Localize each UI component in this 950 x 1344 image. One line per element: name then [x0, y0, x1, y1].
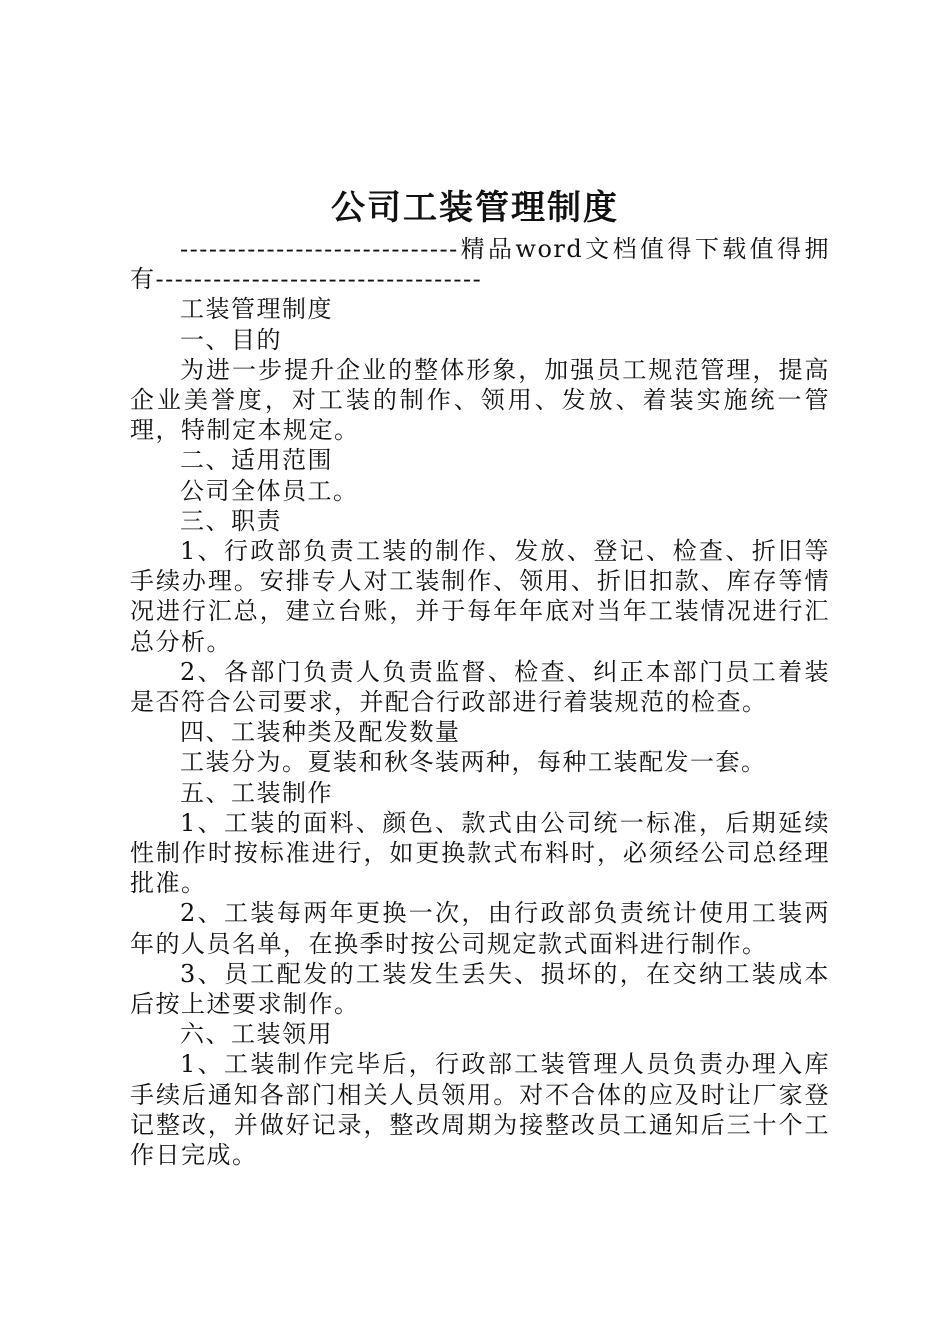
paragraph-production-1: 1、工装的面料、颜色、款式由公司统一标准，后期延续性制作时按标准进行，如更换款式布料时，必须经公司总经理批准。 — [130, 808, 830, 898]
section-heading-scope: 二、适用范围 — [180, 446, 333, 475]
paragraph-production-3: 3、员工配发的工装发生丢失、损坏的，在交纳工装成本后按上述要求制作。 — [130, 959, 830, 1019]
paragraph-types: 工装分为。夏装和秋冬装两种，每种工装配发一套。 — [180, 748, 767, 777]
section-heading-collection: 六、工装领用 — [180, 1020, 333, 1049]
document-body — [130, 234, 830, 1170]
paragraph-duty-1: 1、行政部负责工装的制作、发放、登记、检查、折旧等手续办理。安排专人对工装制作、领用、折旧扣款、库存等情况进行汇总，建立台账，并于每年年底对当年工装情况进行汇总分析。 — [130, 537, 830, 656]
paragraph-collection-1: 1、工装制作完毕后，行政部工装管理人员负责办理入库手续后通知各部门相关人员领用。对不合体的应及时让厂家登记整改，并做好记录，整改周期为接整改员工通知后三十个工作日完成。 — [130, 1050, 830, 1170]
header-banner-text: -----------------------------精品word文档值得下载值得拥有---------------------------------- — [130, 235, 830, 294]
section-heading-production: 五、工装制作 — [180, 778, 333, 807]
paragraph-production-2: 2、工装每两年更换一次，由行政部负责统计使用工装两年的人员名单，在换季时按公司规定款式面料进行制作。 — [130, 899, 830, 958]
paragraph-purpose: 为进一步提升企业的整体形象，加强员工规范管理，提高企业美誉度，对工装的制作、领用、发放、着装实施统一管理，特制定本规定。 — [130, 355, 830, 445]
section-heading-purpose: 一、目的 — [180, 325, 282, 354]
section-heading-types: 四、工装种类及配发数量 — [180, 718, 461, 747]
paragraph-duty-2: 2、各部门负责人负责监督、检查、纠正本部门员工着装是否符合公司要求，并配合行政部进行着装规范的检查。 — [130, 657, 830, 717]
document-title: 公司工装管理制度 — [331, 188, 619, 228]
section-heading-main: 工装管理制度 — [180, 295, 333, 324]
paragraph-scope: 公司全体员工。 — [180, 476, 359, 505]
section-heading-duties: 三、职责 — [180, 506, 282, 535]
